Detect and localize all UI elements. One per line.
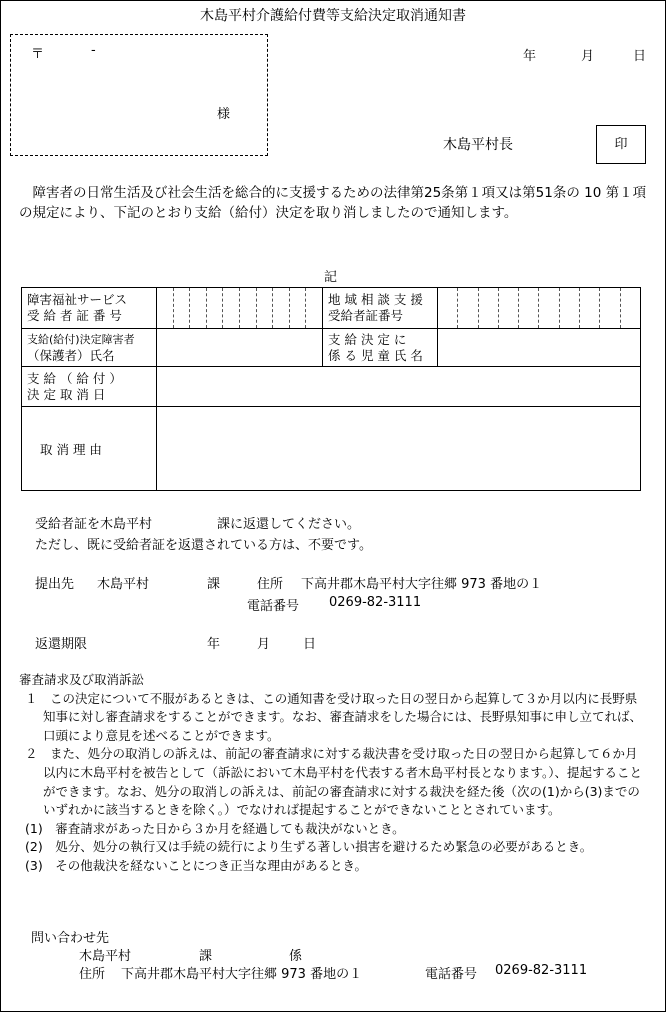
contact-heading: 問い合わせ先 (31, 931, 110, 946)
contact-ka: 課 (199, 949, 213, 964)
intro-paragraph: 障害者の日常生活及び社会生活を総合的に支援するための法律第25条第１項又は第51条の 10 第１項の規定により、下記のとおり支給（給付）決定を取り消しましたので通知します。 (19, 185, 647, 221)
cancel-date-field (157, 367, 641, 407)
recipient-address-box (10, 34, 268, 156)
contact-org: 木島平村 (79, 949, 132, 964)
appeal-section (19, 671, 647, 876)
label-service-cert: 障害福祉サービス 受 給 者 証 番 号 (22, 288, 157, 329)
date-year: 年 (523, 49, 537, 64)
postal-dash: - (91, 43, 96, 58)
submit-org: 木島平村 (97, 577, 150, 592)
service-cert-number-cells (157, 288, 323, 329)
document-title: 木島平村介護給付費等支給決定取消通知書 (200, 8, 466, 24)
deadline-month: 月 (257, 637, 271, 652)
label-cancel-date: 支 給 （ 給 付 ） 決 定 取 消 日 (22, 367, 157, 407)
appeal-sub-2: (2) 処分、処分の執行又は手続の続行により生ずる著しい損害を避けるため緊急の必要があるとき。 (25, 839, 593, 855)
submit-tel: 0269-82-3111 (329, 595, 422, 610)
postal-mark: 〒 (31, 47, 45, 62)
seal-box: 印 (596, 125, 646, 164)
submit-ka: 課 (207, 577, 221, 592)
label-recipient-name: 支給(給付)決定障害者 （保護者）氏名 (22, 329, 157, 367)
appeal-item-2: ２ また、処分の取消しの訴えは、前記の審査請求に対する裁決書を受け取った日の翌日から起算して６か月以内に木島平村を被告として（訴訟において木島平村を代表する者木島平村長となります。）、提起することができます。なお、処分の取消しの訴えは、前記の審査請求に対する裁決を経た後（次の(1)から(3)までのいずれかに該当するときを除く。）でなければ提起することができないこととされています。 (25, 746, 643, 818)
contact-addr-label: 住所 (79, 967, 106, 982)
return-note: ただし、既に受給者証を返還されている方は、不要です。 (35, 538, 372, 553)
cancel-reason-field (157, 407, 641, 491)
return-instruction: 受給者証を木島平村 課に返還してください。 (35, 517, 361, 532)
record-table (21, 287, 641, 491)
deadline-label: 返還期限 (35, 637, 88, 652)
recipient-name-field (157, 329, 323, 367)
contact-tel: 0269-82-3111 (495, 963, 588, 978)
appeal-sub-3: (3) その他裁決を経ないことにつき正当な理由があるとき。 (25, 857, 367, 873)
date-month: 月 (581, 49, 595, 64)
honorific: 様 (217, 107, 231, 122)
appeal-heading: 審査請求及び取消訴訟 (19, 672, 145, 687)
submit-tel-label: 電話番号 (247, 599, 300, 614)
submit-label: 提出先 (35, 577, 75, 592)
submit-address: 下高井郡木島平村大字往郷 973 番地の１ (301, 577, 543, 592)
appeal-sub-1: (1) 審査請求があった日から３か月を経過しても裁決がないとき。 (25, 820, 405, 836)
label-consult-cert: 地 域 相 談 支 援 受給者証番号 (323, 288, 438, 329)
contact-tel-label: 電話番号 (425, 967, 478, 982)
ki-heading: 記 (324, 270, 338, 285)
issuer-name: 木島平村長 (443, 137, 513, 153)
appeal-item-1: １ この決定について不服があるときは、この通知書を受け取った日の翌日から起算して３か月以内に長野県知事に対し審査請求をすることができます。なお、審査請求をした場合には、長野県知事に申し立てれば、口頭により意見を述べることができます。 (25, 690, 643, 743)
deadline-year: 年 (207, 637, 221, 652)
deadline-day: 日 (303, 637, 317, 652)
contact-kakari: 係 (289, 949, 303, 964)
submit-addr-label: 住所 (257, 577, 284, 592)
date-day: 日 (633, 49, 647, 64)
label-cancel-reason: 取 消 理 由 (22, 407, 157, 491)
contact-address: 下高井郡木島平村大字往郷 973 番地の１ (121, 967, 363, 982)
label-child-name: 支 給 決 定 に 係 る 児 童 氏 名 (323, 329, 438, 367)
child-name-field (438, 329, 641, 367)
consult-cert-number-cells (438, 288, 641, 329)
